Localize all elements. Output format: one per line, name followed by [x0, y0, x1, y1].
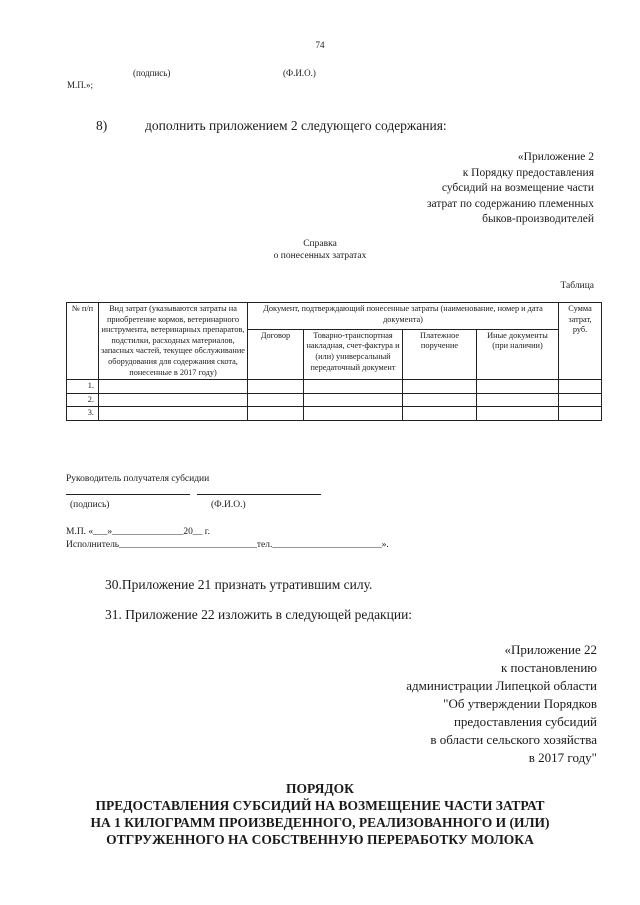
appendix-22-line: в 2017 году" — [528, 750, 597, 765]
head-of-recipient: Руководитель получателя субсидии — [66, 474, 210, 484]
col-other-header: Иные документы (при наличии) — [477, 329, 559, 379]
appendix-22-line: «Приложение 22 — [504, 642, 597, 657]
appendix-2-line: субсидий на возмещение части — [441, 182, 594, 194]
col-sum-header: Сумма затрат, руб. — [559, 303, 602, 380]
signature-label: (подпись) — [133, 68, 171, 78]
item-8-text: дополнить приложением 2 следующего содержания: — [145, 118, 447, 133]
title-line: ПОРЯДОК — [286, 781, 354, 796]
title-line: НА 1 КИЛОГРАММ ПРОИЗВЕДЕННОГО, РЕАЛИЗОВАННОГО И (ИЛИ) — [90, 815, 550, 830]
row-number: 1. — [67, 380, 99, 394]
appendix-2-header — [427, 150, 594, 228]
executor-line: Исполнитель_____________________________тел._______________________». — [66, 540, 389, 550]
item-8-number: 8) — [96, 118, 108, 133]
fio-label: (Ф.И.О.) — [283, 68, 316, 78]
appendix-22-header — [406, 641, 597, 767]
item-30: 30.Приложение 21 признать утратившим силу. — [105, 577, 373, 592]
title-line: ОТГРУЖЕННОГО НА СОБСТВЕННУЮ ПЕРЕРАБОТКУ МОЛОКА — [106, 832, 534, 847]
table-label: Таблица — [560, 281, 594, 291]
appendix-22-line: предоставления субсидий — [453, 714, 597, 729]
mp-date-line: М.П. «___»_______________20__ г. — [66, 527, 211, 537]
appendix-22-line: к постановлению — [500, 660, 597, 675]
table-row — [67, 393, 602, 407]
fio-caption: (Ф.И.О.) — [211, 500, 246, 510]
table-row — [67, 380, 602, 394]
col-doc-group-header: Документ, подтверждающий понесенные затраты (наименование, номер и дата документа) — [248, 303, 559, 330]
spravka-subtitle: о понесенных затратах — [273, 251, 367, 261]
appendix-22-line: в области сельского хозяйства — [430, 732, 597, 747]
col-num-header: № п/п — [67, 303, 99, 380]
stamp-label: М.П.»; — [67, 80, 94, 90]
expenses-table — [66, 302, 602, 421]
col-invoice-header: Товарно-транспортная накладная, счет-фактура и (или) универсальный передаточный документ — [304, 329, 403, 379]
page-number: 74 — [315, 40, 325, 50]
col-payment-header: Платежное поручение — [403, 329, 477, 379]
row-number: 2. — [67, 393, 99, 407]
fio-line — [197, 494, 321, 495]
appendix-2-line: затрат по содержанию племенных — [427, 197, 594, 210]
item-31: 31. Приложение 22 изложить в следующей редакции: — [105, 607, 413, 622]
podpis-label: (подпись) — [70, 500, 110, 510]
row-number: 3. — [67, 407, 99, 421]
title-line: ПРЕДОСТАВЛЕНИЯ СУБСИДИЙ НА ВОЗМЕЩЕНИЕ ЧАСТИ ЗАТРАТ — [95, 798, 545, 813]
appendix-2-line: к Порядку предоставления — [462, 166, 594, 179]
col-contract-header: Договор — [248, 329, 304, 379]
spravka-title: Справка — [303, 239, 337, 249]
table-row — [67, 407, 602, 421]
appendix-22-line: администрации Липецкой области — [406, 678, 597, 693]
appendix-2-line: «Приложение 2 — [517, 151, 594, 163]
col-kind-header: Вид затрат (указываются затраты на приобретение кормов, ветеринарного инструмента, ветеринарных препаратов, подстилки, расходных материалов, запасных частей, текущее обслуживание оборудования для содержания скота, понесенные в 2017 году) — [99, 303, 248, 380]
appendix-22-line: "Об утверждении Порядков — [443, 696, 597, 711]
poryadok-title — [0, 780, 640, 848]
appendix-2-line: быков-производителей — [482, 213, 594, 225]
signature-line — [66, 494, 190, 495]
